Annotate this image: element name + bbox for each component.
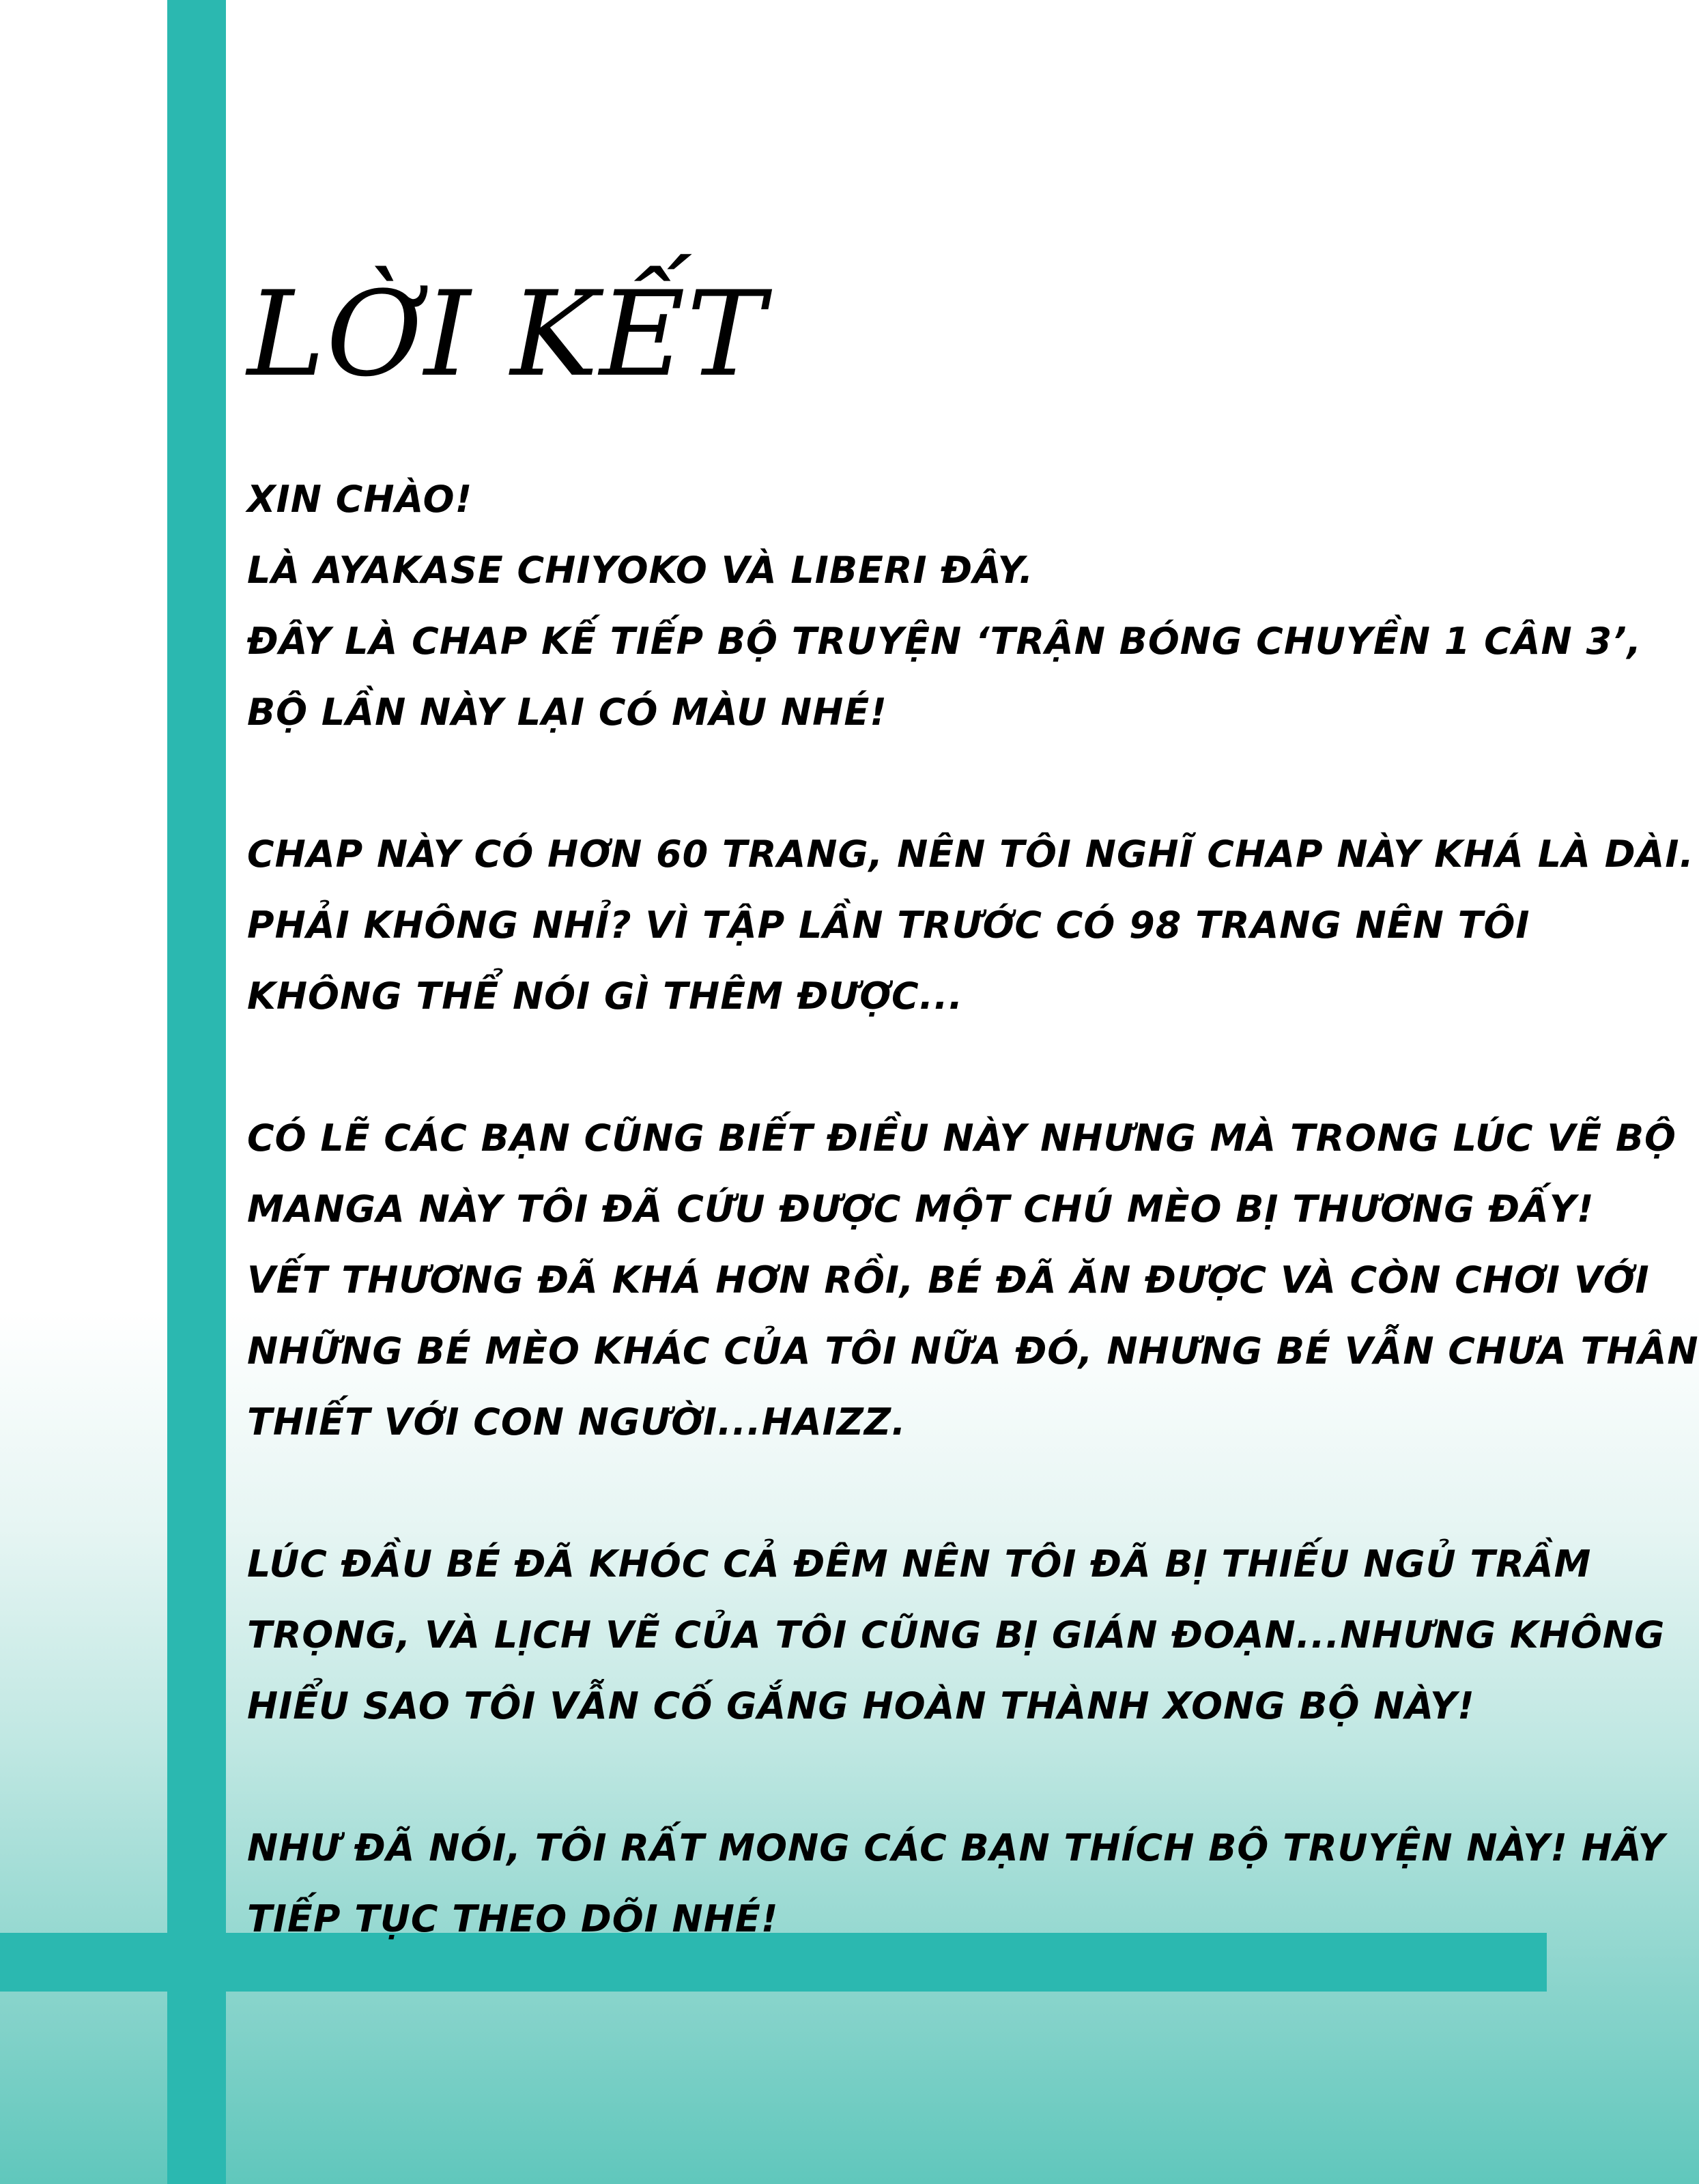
text-line: ĐÂY LÀ CHAP KẾ TIẾP BỘ TRUYỆN ‘TRẬN BÓNG CHUYỀN 1 CÂN 3’,: [247, 620, 1642, 663]
text-line: VẾT THƯƠNG ĐÃ KHÁ HƠN RỒI, BÉ ĐÃ ĂN ĐƯỢC VÀ CÒN CHƠI VỚI: [247, 1259, 1650, 1302]
text-line: LÚC ĐẦU BÉ ĐÃ KHÓC CẢ ĐÊM NÊN TÔI ĐÃ BỊ THIẾU NGỦ TRẦM: [247, 1542, 1592, 1585]
paragraph-chapter-length: [247, 819, 1694, 1032]
text-line: CHAP NÀY CÓ HƠN 60 TRANG, NÊN TÔI NGHĨ CHAP NÀY KHÁ LÀ DÀI.: [247, 833, 1694, 876]
paragraph-closing: [247, 1813, 1666, 1955]
text-line: CÓ LẼ CÁC BẠN CŨNG BIẾT ĐIỀU NÀY NHƯNG MÀ TRONG LÚC VẼ BỘ: [247, 1117, 1676, 1160]
page-title: LỜI KẾT: [247, 265, 767, 403]
afterword-content: [247, 265, 1699, 2026]
text-line: THIẾT VỚI CON NGƯỜI...HAIZZ.: [247, 1400, 906, 1443]
vertical-stripe: [167, 0, 226, 2184]
paragraph-greeting: [247, 464, 1642, 748]
text-line: KHÔNG THỂ NÓI GÌ THÊM ĐƯỢC...: [247, 975, 964, 1018]
paragraph-cat-story: [247, 1103, 1699, 1458]
text-line: BỘ LẦN NÀY LẠI CÓ MÀU NHÉ!: [247, 691, 887, 734]
text-line: TRỌNG, VÀ LỊCH VẼ CỦA TÔI CŨNG BỊ GIÁN ĐOẠN...NHƯNG KHÔNG: [247, 1613, 1666, 1656]
text-line: LÀ AYAKASE CHIYOKO VÀ LIBERI ĐÂY.: [247, 549, 1034, 592]
text-line: MANGA NÀY TÔI ĐÃ CỨU ĐƯỢC MỘT CHÚ MÈO BỊ THƯƠNG ĐẤY!: [247, 1188, 1595, 1231]
text-line: HIỂU SAO TÔI VẪN CỐ GẮNG HOÀN THÀNH XONG BỘ NÀY!: [247, 1684, 1475, 1727]
text-line: XIN CHÀO!: [247, 478, 473, 521]
paragraph-sleep: [247, 1529, 1666, 1742]
text-line: NHƯ ĐÃ NÓI, TÔI RẤT MONG CÁC BẠN THÍCH BỘ TRUYỆN NÀY! HÃY: [247, 1826, 1666, 1869]
text-line: PHẢI KHÔNG NHỈ? VÌ TẬP LẦN TRƯỚC CÓ 98 TRANG NÊN TÔI: [247, 904, 1530, 947]
text-line: TIẾP TỤC THEO DÕI NHÉ!: [247, 1897, 779, 1940]
text-line: NHỮNG BÉ MÈO KHÁC CỦA TÔI NỮA ĐÓ, NHƯNG BÉ VẪN CHƯA THÂN: [247, 1330, 1699, 1373]
